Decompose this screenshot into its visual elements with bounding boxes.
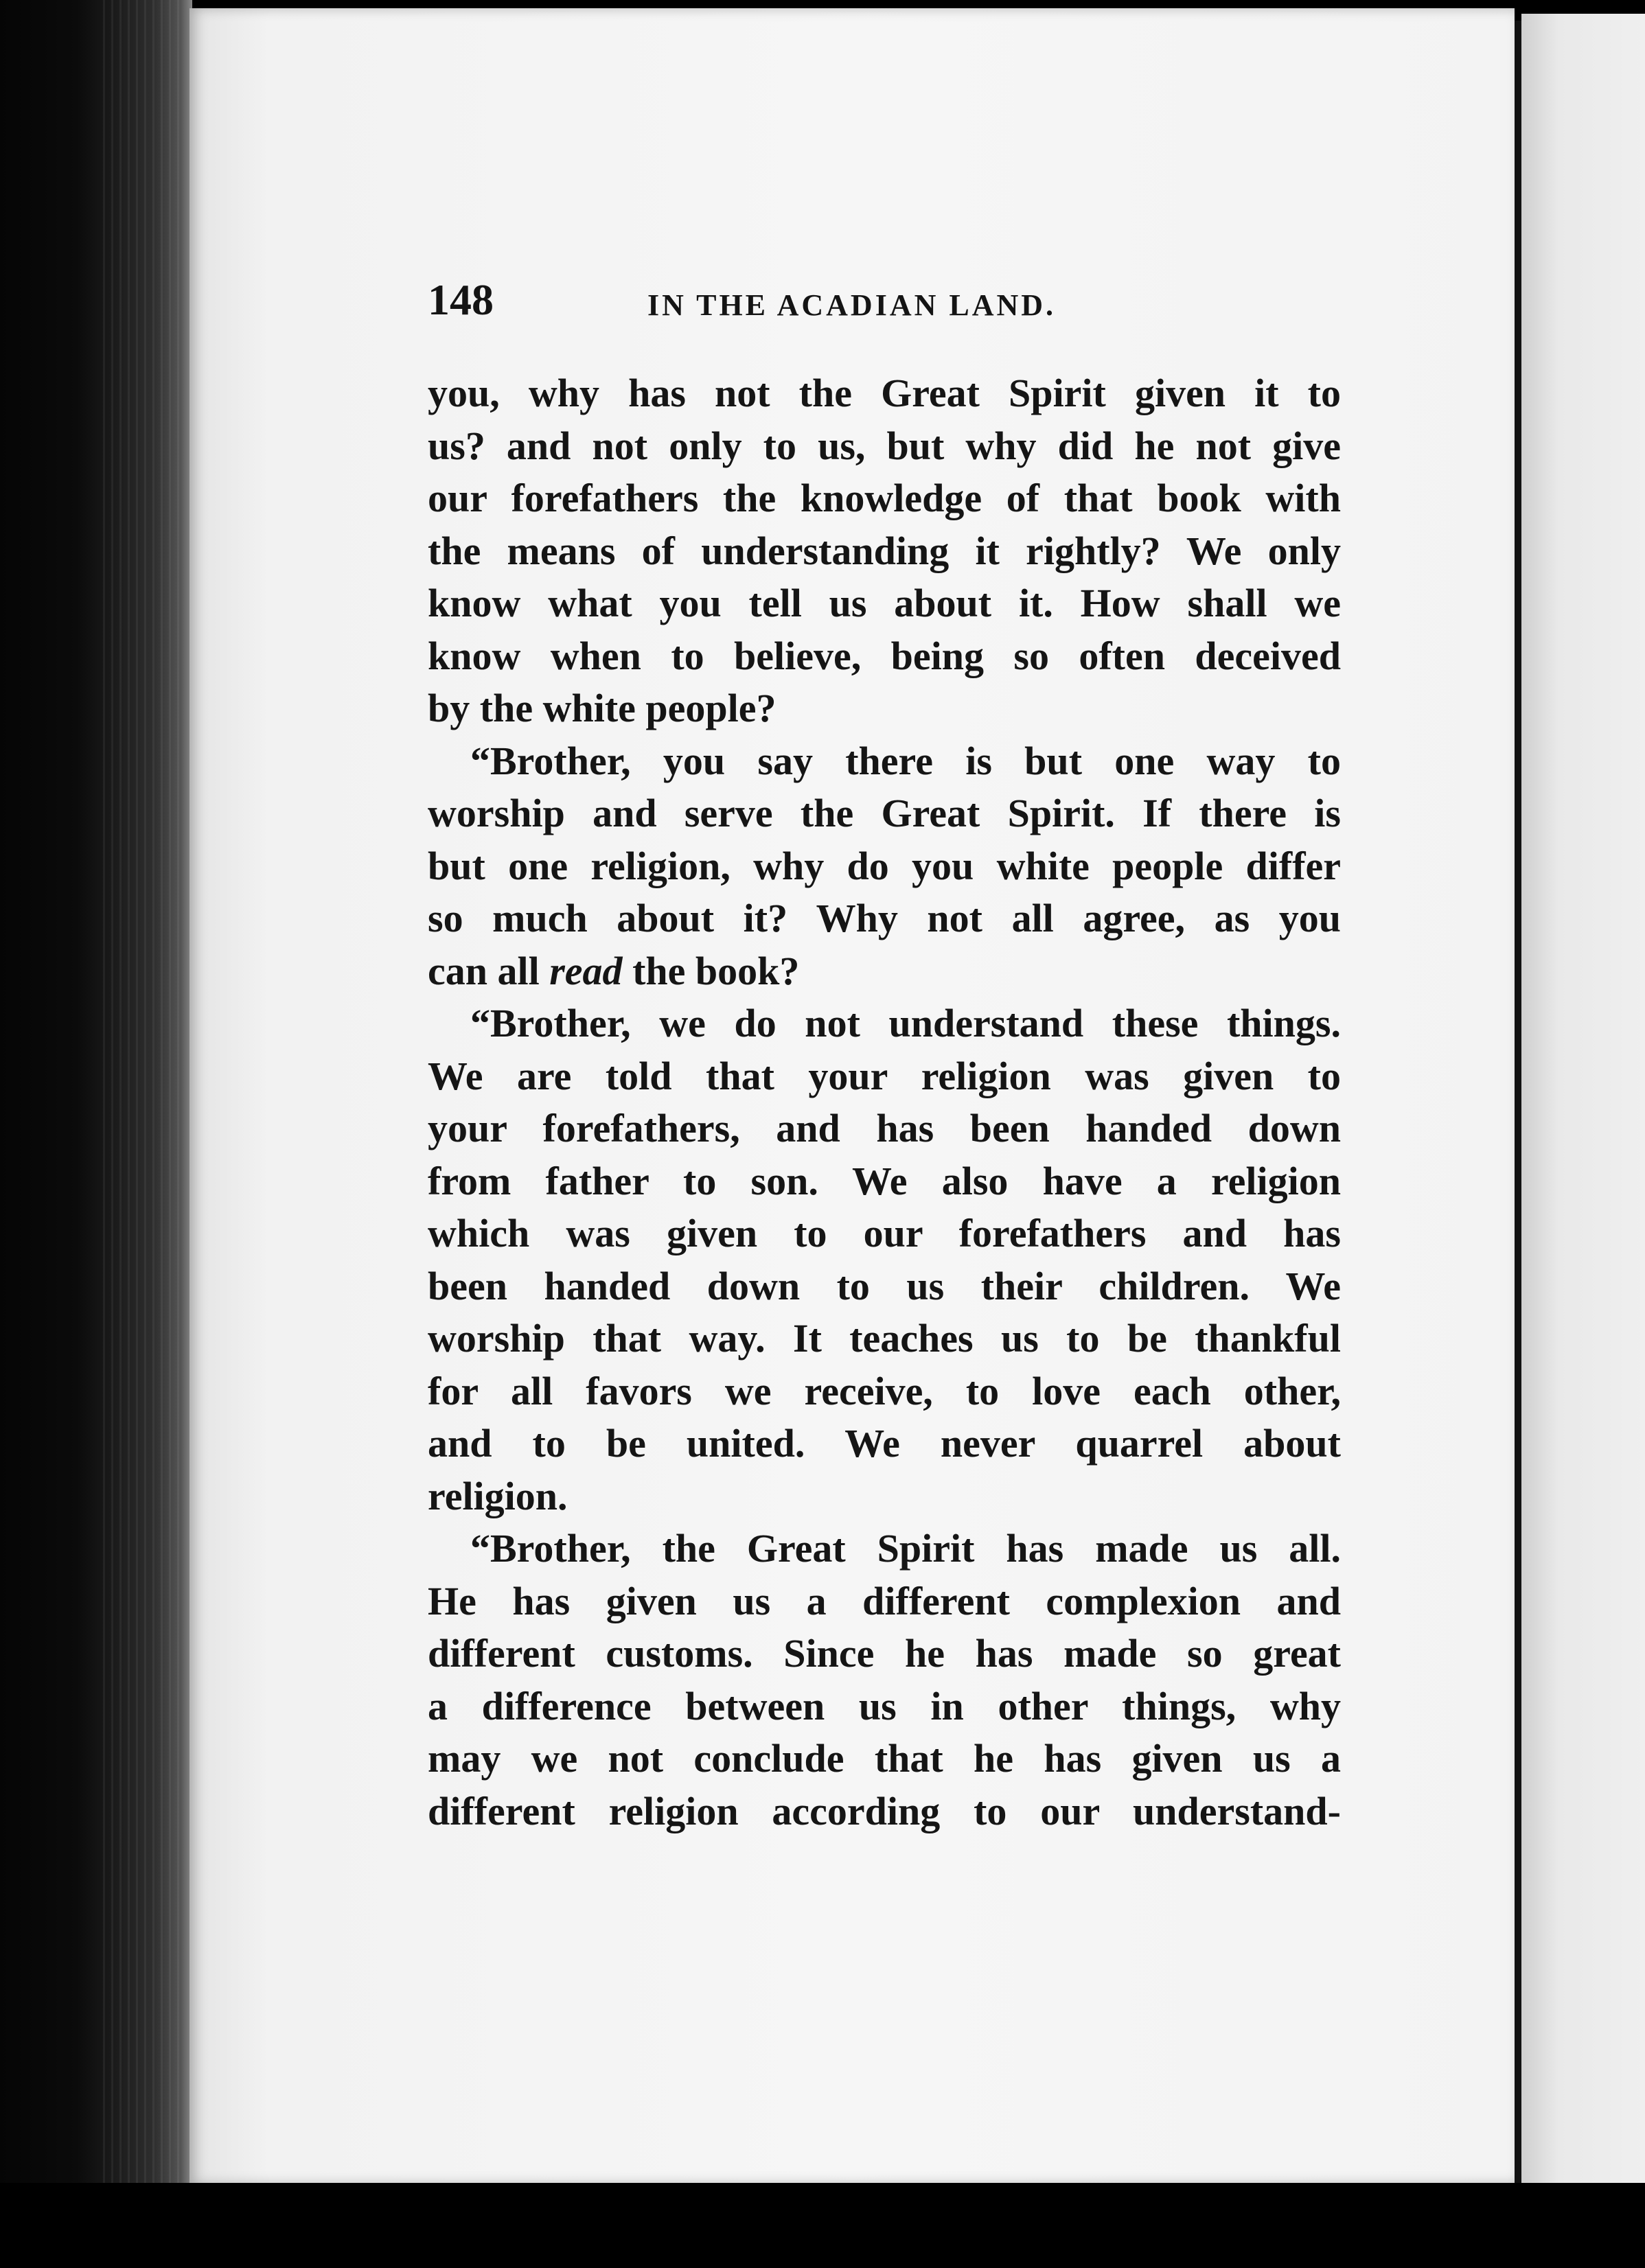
page-header — [428, 269, 1341, 331]
text-line: you, why has not the Great Spirit given it to — [428, 371, 1341, 415]
text-line: He has given us a different complexion and — [428, 1578, 1341, 1623]
paragraph-first-line: “Brother, you say there is but one way to — [470, 738, 1341, 783]
text-line: different religion according to our understand- — [428, 1788, 1341, 1833]
scan-border-bottom — [0, 2183, 1645, 2268]
text-segment: can all — [428, 948, 550, 993]
running-head: IN THE ACADIAN LAND. — [647, 288, 1057, 322]
paragraph-first-line: “Brother, the Great Spirit has made us all. — [470, 1526, 1341, 1571]
text-line: religion. — [428, 1473, 568, 1518]
text-line: know what you tell us about it. How shall we — [428, 581, 1341, 625]
body-text — [428, 367, 1341, 1838]
text-line: so much about it? Why not all agree, as you — [428, 896, 1341, 940]
text-line: been handed down to us their children. We — [428, 1263, 1341, 1308]
text-line: your forefathers, and has been handed down — [428, 1106, 1341, 1150]
page-number: 148 — [428, 275, 494, 324]
text-line: from father to son. We also have a religion — [428, 1158, 1341, 1203]
italic-word: read — [549, 948, 623, 993]
text-line: by the white people? — [428, 686, 777, 730]
text-line: but one religion, why do you white people differ — [428, 843, 1341, 888]
text-line: worship that way. It teaches us to be thankful — [428, 1316, 1341, 1361]
text-line: know when to believe, being so often deceived — [428, 633, 1341, 678]
text-line-with-italic — [428, 945, 1341, 998]
text-line: us? and not only to us, but why did he not give — [428, 423, 1341, 468]
text-line: and to be united. We never quarrel about — [428, 1421, 1341, 1466]
text-line: our forefathers the knowledge of that book with — [428, 476, 1341, 520]
page-edges — [103, 0, 185, 2268]
text-line: the means of understanding it rightly? We only — [428, 528, 1341, 573]
text-line: worship and serve the Great Spirit. If there is — [428, 791, 1341, 835]
paragraph-first-line: “Brother, we do not understand these things. — [470, 1001, 1341, 1045]
text-line: a difference between us in other things, why — [428, 1683, 1341, 1728]
text-segment: the book? — [622, 948, 800, 993]
text-line: for all favors we receive, to love each other, — [428, 1368, 1341, 1413]
text-line: different customs. Since he has made so great — [428, 1631, 1341, 1676]
text-line: We are told that your religion was given to — [428, 1053, 1341, 1098]
text-line: may we not conclude that he has given us a — [428, 1736, 1341, 1781]
facing-page-edge — [1521, 14, 1645, 2190]
text-line: which was given to our forefathers and has — [428, 1211, 1341, 1256]
